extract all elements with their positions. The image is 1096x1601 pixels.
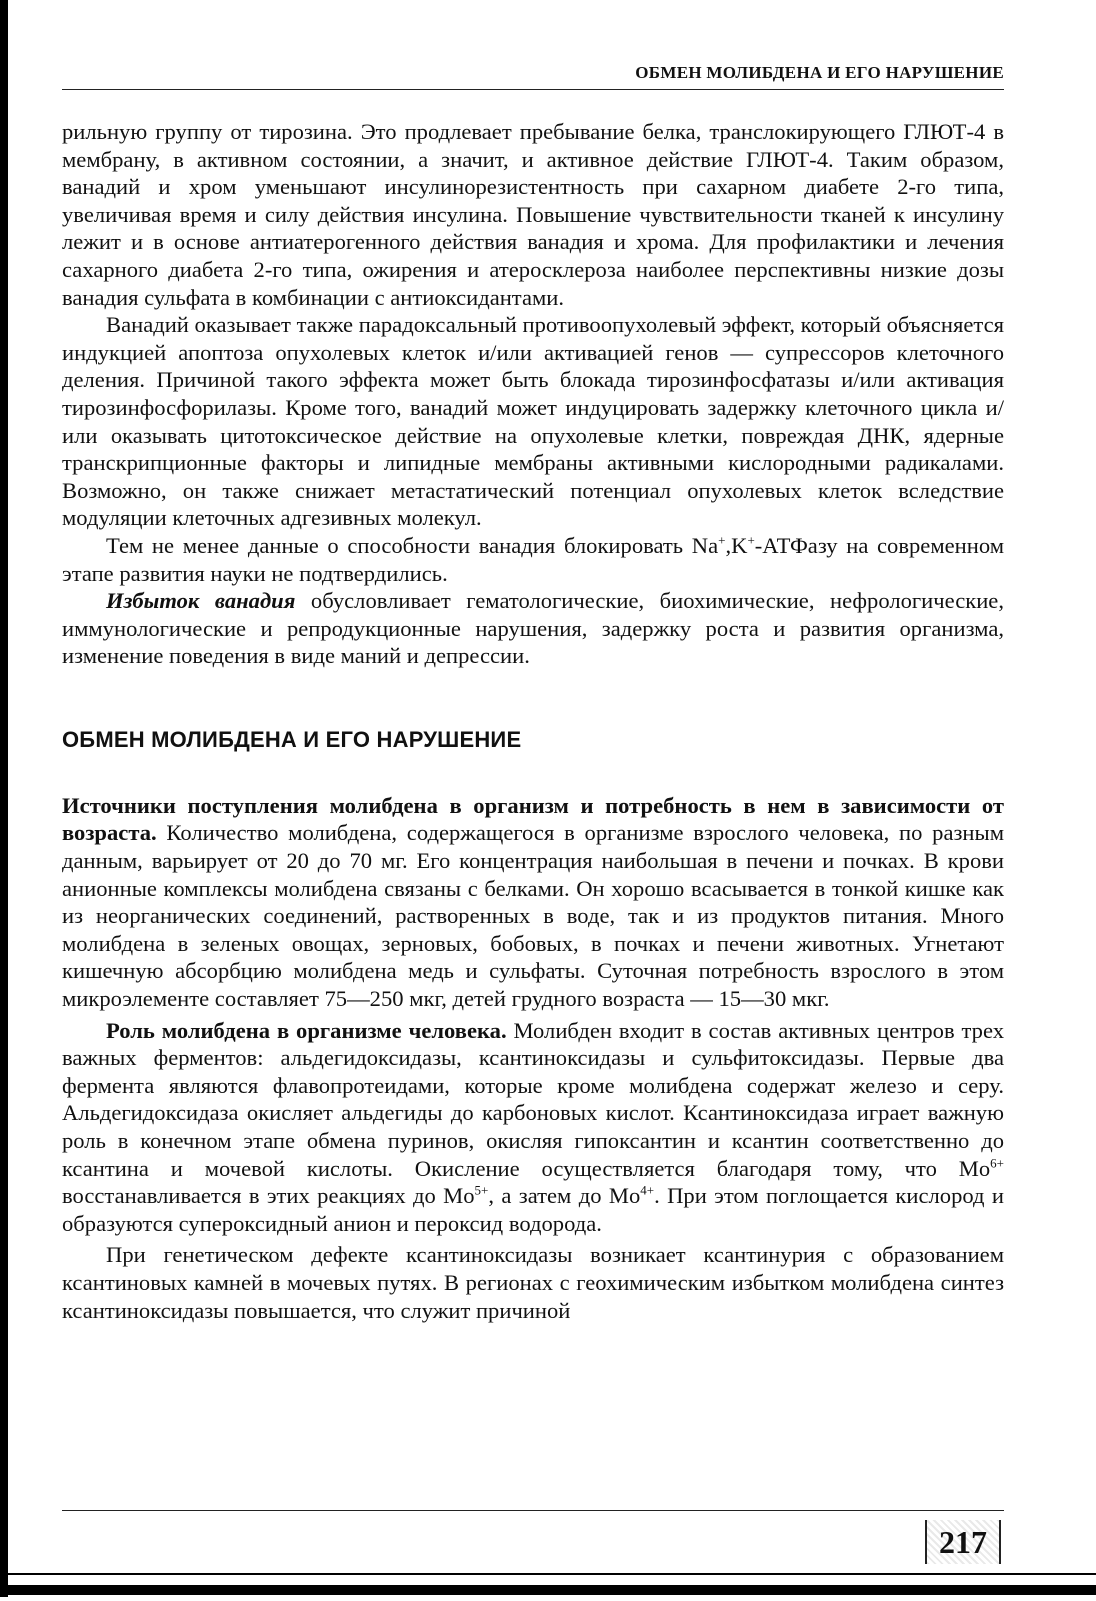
page-bottom-edge-border	[0, 1585, 1096, 1595]
mo5-charge: 5+	[474, 1182, 489, 1198]
mo4-charge: 4+	[640, 1182, 655, 1198]
paragraph-genetic-defect: При генетическом дефекте ксантиноксидазы возникает ксантинурия с образованием ксантиновых камней в мочевых путях. В регионах с геохимическим избытком молибдена синтез ксантиноксидазы повышается, что служит причиной	[62, 1242, 1004, 1323]
footer-rule	[62, 1510, 1004, 1511]
paragraph-vanadium-antitumor: Ванадий оказывает также парадоксальный противоопухолевый эффект, который объясняется индукцией апоптоза опухолевых клеток и/или активацией генов — супрессоров клеточного деления. Причиной такого эффекта может быть блокада тирозинфосфатазы и/или активация тирозинфосфорилазы. Кроме того, ванадий может индуцировать задержку клеточного цикла и/или оказывать цитотоксическое действие на опухолевые клетки, повреждая ДНК, ядерные транскрипционные факторы и липидные мембраны активными кислородными радикалами. Возможно, он также снижает метастатический потенциал опухолевых клеток вследствие модуляции клеточных адгезивных молекул.	[62, 312, 1004, 531]
paragraph-continuation: рильную группу от тирозина. Это продлевает пребывание белка, транслокирующего ГЛЮТ-4 в мембрану, в активном состоянии, а значит, и активное действие ГЛЮТ-4. Таким образом, ванадий и хром уменьшают инсулинорезистентность при сахарном диабете 2-го типа, увеличивая время и силу действия инсулина. Повышение чувствительности тканей к инсулину лежит и в основе антиатерогенного действия ванадия и хрома. Для профилактики и лечения сахарного диабета 2-го типа, ожирения и атеросклероза наиболее перспективны низкие дозы ванадия сульфата в комбинации с антиоксидантами.	[62, 119, 1004, 310]
sources-text: Количество молибдена, содержащегося в организме взрослого человека, по разным данным, варьирует от 20 до 70 мг. Его концентрация наибольшая в печени и почках. В крови анионные комплексы молибдена связаны с белками. Он хорошо всасывается в тонкой кишке как из неорганических соединений, растворенных в воде, так и из продуктов питания. Много молибдена в зеленых овощах, зерновых, бобовых, в почках и печени животных. Угнетают кишечную абсорбцию молибдена медь и сульфаты. Суточная потребность взрослого в этом микроэлементе составляет 75—250 мкг, детей грудного возраста — 15—30 мкг.	[62, 820, 1004, 1012]
page-number: 217	[925, 1520, 1001, 1564]
section-title: ОБМЕН МОЛИБДЕНА И ЕГО НАРУШЕНИЕ	[62, 726, 522, 752]
excess-text: обусловливает гематологические, биохимические, нефрологические, иммунологические и репродукционные нарушения, задержку роста и развития организма, изменение поведения в виде маний и депрессии.	[62, 588, 1004, 669]
paragraph-molybdenum-role	[62, 1017, 1004, 1238]
sodium-charge: +	[718, 532, 726, 548]
page-body	[62, 118, 1004, 1324]
role-lead: Роль молибдена в организме человека.	[106, 1017, 507, 1043]
potassium-charge: +	[747, 532, 755, 548]
mo6-charge: 6+	[990, 1155, 1004, 1171]
sources-lead: Источники поступления молибдена в организм и потребность в нем в зависимости от возраста.	[62, 792, 1004, 846]
paragraph-atpase	[62, 532, 1004, 587]
atpase-text-after: -АТФазу на современном этапе развития науки не подтвердились.	[62, 532, 1005, 586]
atpase-text-mid: ,K	[725, 532, 748, 558]
atpase-text-before: Тем не менее данные о способности ванадия блокировать Na	[106, 532, 719, 558]
paragraph-molybdenum-sources	[62, 792, 1004, 1013]
role-text-2: восстанавливается в этих реакциях до Mo	[62, 1183, 475, 1209]
role-text-3: , а затем до Mo	[488, 1183, 641, 1209]
running-head: ОБМЕН МОЛИБДЕНА И ЕГО НАРУШЕНИЕ	[62, 63, 1004, 90]
role-text-4: . При этом поглощается кислород и образуются супероксидный анион и пероксид водорода.	[62, 1183, 1004, 1236]
page-bottom-thin-rule	[0, 1573, 1096, 1575]
page-left-edge-border	[0, 0, 8, 1597]
role-text-1: Молибден входит в состав активных центров трех важных ферментов: альдегидоксидазы, ксантиноксидазы и сульфитоксидазы. Первые два фермента являются флавопротеидами, которые кроме молибдена содержат железо и серу. Альдегидоксидаза окисляет альдегиды до карбоновых кислот. Ксантиноксидаза играет важную роль в конечном этапе обмена пуринов, окисляя гипоксантин и ксантин соответственно до ксантина и мочевой кислоты. Окисление осуществляется благодаря тому, что Mo	[62, 1017, 1004, 1181]
paragraph-vanadium-excess	[62, 587, 1004, 670]
excess-lead: Избыток ванадия	[106, 588, 296, 614]
